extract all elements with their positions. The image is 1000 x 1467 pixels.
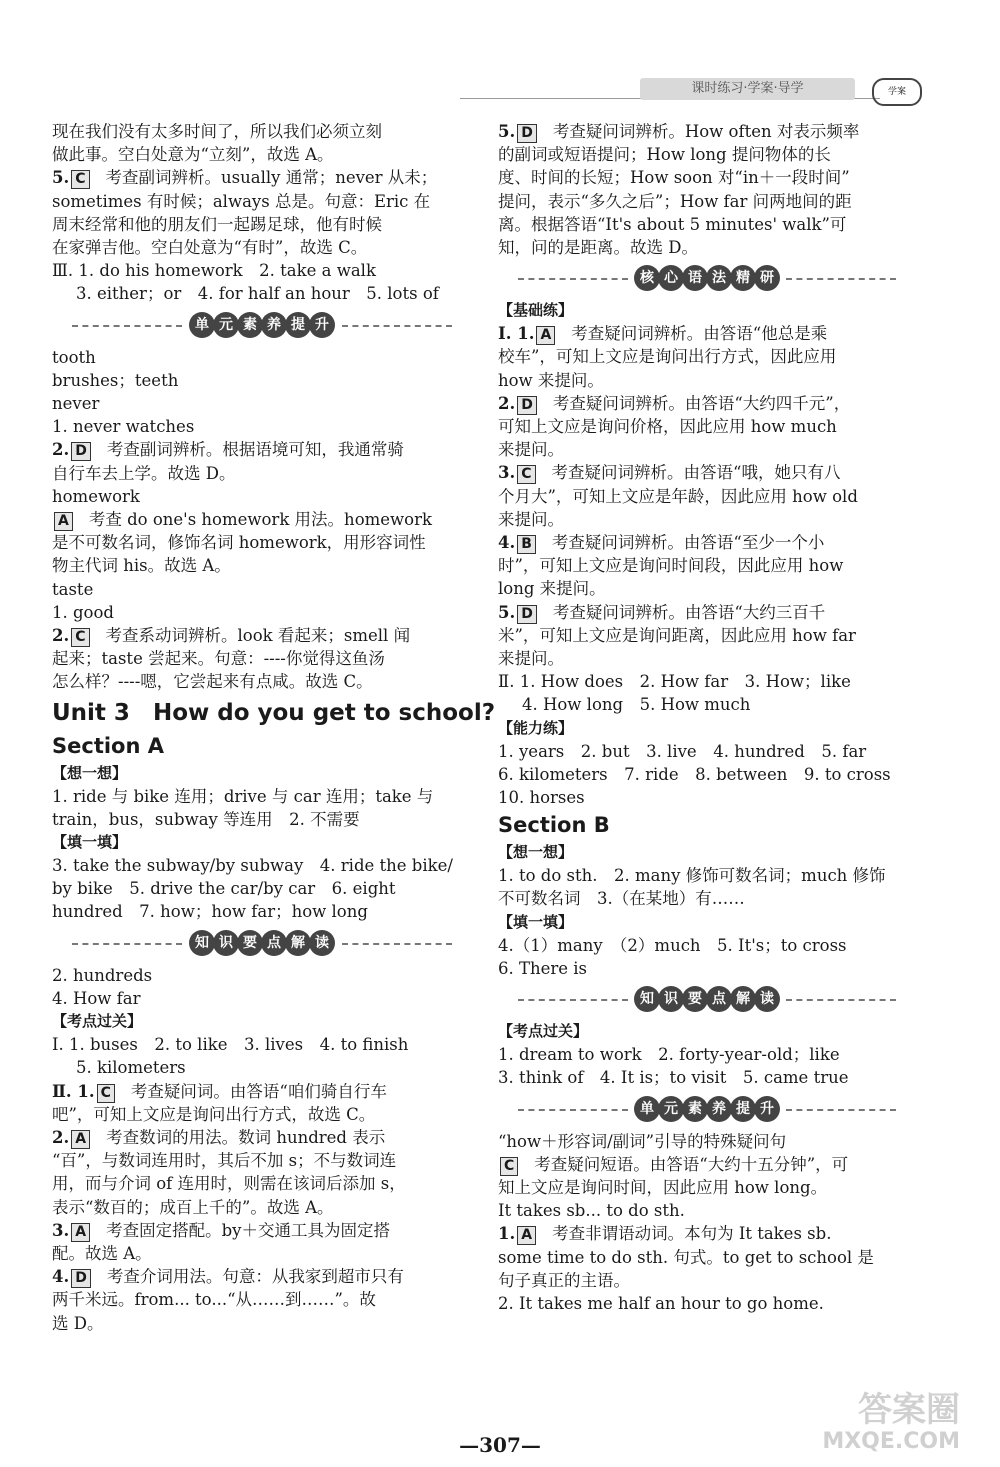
banner-char: 升 xyxy=(754,1096,780,1122)
text-line: 5. kilometers xyxy=(76,1058,186,1078)
text-line: 1. to do sth. 2. many 修饰可数名词；much 修饰 xyxy=(498,866,886,886)
answer-line xyxy=(52,1080,472,1103)
banner-char: 元 xyxy=(658,1096,684,1122)
answer-line xyxy=(498,120,916,143)
answer-line xyxy=(498,322,916,345)
text-line: sometimes 有时候；always 总是。句意：Eric 在 xyxy=(52,191,431,211)
banner-char: 提 xyxy=(730,1096,756,1122)
text-line: 1. ride 与 bike 连用；drive 与 car 连用；take 与 xyxy=(52,786,434,806)
text-line: It takes sb... to do sth. xyxy=(498,1201,685,1221)
answer-line xyxy=(52,1219,472,1242)
subsection-label: 【想一想】 xyxy=(52,763,128,782)
answer-choice-box: D xyxy=(517,605,537,624)
text-line: 3. think of 4. It is；to visit 5. came true xyxy=(498,1068,849,1088)
question-number: 1. xyxy=(498,1224,516,1244)
text-line: 可知上文应是询问价格，因此应用 how much xyxy=(498,417,837,437)
subsection-label: 【考点过关】 xyxy=(52,1012,143,1031)
question-number: 3. xyxy=(498,463,516,483)
text-line: 两千米远。from... to...“从……到……”。故 xyxy=(52,1290,376,1310)
page-header xyxy=(460,78,940,104)
text-line: 来提问。 xyxy=(498,440,564,460)
text-line: Ⅱ. 1. How does 2. How far 3. How；like xyxy=(498,672,851,692)
text-line: how 来提问。 xyxy=(498,370,604,390)
text-line: 1. never watches xyxy=(52,417,195,437)
left-column xyxy=(52,120,496,1335)
section-banner xyxy=(498,1090,916,1130)
banner-char: 识 xyxy=(213,930,239,956)
text-line: 来提问。 xyxy=(498,509,564,529)
banner-char: 精 xyxy=(730,265,756,291)
banner-dash-left xyxy=(518,999,628,1001)
banner-title xyxy=(635,1096,779,1122)
text-line: “how＋形容词/副词”引导的特殊疑问句 xyxy=(498,1131,787,1151)
text-line: “百”，与数词连用时，其后不加 s；不与数词连 xyxy=(52,1151,397,1171)
banner-char: 素 xyxy=(682,1096,708,1122)
explanation-text: 考查副词辨析。根据语境可知，我通常骑 xyxy=(106,440,404,460)
banner-char: 法 xyxy=(706,265,732,291)
answer-line xyxy=(52,624,472,647)
banner-char: 元 xyxy=(213,312,239,338)
answer-choice-box: D xyxy=(517,396,537,415)
answer-line xyxy=(498,461,916,484)
text-line: 6. kilometers 7. ride 8. between 9. to cross xyxy=(498,764,891,784)
answer-line xyxy=(498,1153,916,1176)
banner-char: 核 xyxy=(634,265,660,291)
banner-char: 识 xyxy=(658,986,684,1012)
answer-choice-box: C xyxy=(97,1084,115,1103)
question-number: 2. xyxy=(498,393,516,413)
banner-char: 语 xyxy=(682,265,708,291)
banner-char: 素 xyxy=(237,312,263,338)
explanation-text: 考查副词辨析。usually 通常；never 从未； xyxy=(105,168,438,188)
banner-dash-right xyxy=(342,325,452,327)
answer-choice-box: D xyxy=(71,1269,91,1288)
text-line: 6. There is xyxy=(498,958,588,978)
explanation-text: 考查疑问词辨析。由答语“哦，她只有八 xyxy=(551,463,841,483)
answer-line xyxy=(52,166,472,189)
explanation-text: 考查 do one's homework 用法。homework xyxy=(88,510,432,530)
text-line: never xyxy=(52,394,100,414)
banner-title xyxy=(190,930,334,956)
answer-line xyxy=(498,531,916,554)
answer-line xyxy=(498,1222,916,1245)
answer-line xyxy=(52,438,472,461)
explanation-text: 考查数词的用法。数词 hundred 表示 xyxy=(106,1127,386,1147)
subsection-label: 【填一填】 xyxy=(498,912,574,931)
question-number: 3. xyxy=(52,1220,70,1240)
text-line: 不可数名词 3.（在某地）有…… xyxy=(498,889,745,909)
text-line: 4.（1）many （2）much 5. It's；to cross xyxy=(498,935,847,955)
right-column xyxy=(498,120,916,1315)
text-line: 配。故选 A。 xyxy=(52,1243,152,1263)
watermark xyxy=(810,1390,960,1454)
explanation-text: 考查疑问词辨析。How often 对表示频率 xyxy=(552,122,860,141)
banner-title xyxy=(635,986,779,1012)
answer-choice-box: D xyxy=(517,124,537,143)
section-banner xyxy=(52,924,472,964)
answer-choice-box: C xyxy=(71,628,89,647)
answer-line xyxy=(52,1265,472,1288)
explanation-text: 考查固定搭配。by＋交通工具为固定搭 xyxy=(106,1220,390,1240)
answer-choice-box: C xyxy=(71,170,89,189)
text-line: 吧”，可知上文应是询问出行方式，故选 C。 xyxy=(52,1104,376,1124)
banner-dash-left xyxy=(72,325,182,327)
banner-char: 升 xyxy=(309,312,335,338)
watermark-logo-text: 答案圈 xyxy=(858,1390,960,1430)
text-line: 度、时间的长短；How soon 对“in＋一段时间” xyxy=(498,168,850,188)
text-line: brushes；teeth xyxy=(52,370,179,390)
banner-char: 知 xyxy=(634,986,660,1012)
text-line: Ⅲ. 1. do his homework 2. take a walk xyxy=(52,261,376,281)
banner-dash-left xyxy=(518,278,628,280)
explanation-text: 考查疑问词辨析。由答语“大约三百千 xyxy=(552,602,826,622)
text-line: tooth xyxy=(52,347,96,367)
question-number: Ⅰ. 1. xyxy=(498,324,535,344)
banner-dash-right xyxy=(786,278,896,280)
banner-char: 心 xyxy=(658,265,684,291)
text-line: 提问，表示“多久之后”；How far 问两地间的距 xyxy=(498,191,852,211)
text-line: 2. hundreds xyxy=(52,965,153,985)
text-line: 在家弹吉他。空白处意为“有时”，故选 C。 xyxy=(52,238,368,258)
banner-char: 养 xyxy=(706,1096,732,1122)
text-line: 是不可数名词，修饰名词 homework，用形容词性 xyxy=(52,533,426,553)
text-line: 现在我们没有太多时间了，所以我们必须立刻 xyxy=(52,122,382,141)
answer-choice-box: A xyxy=(54,512,73,531)
explanation-text: 考查系动词辨析。look 看起来；smell 闻 xyxy=(105,626,411,646)
answer-choice-box: B xyxy=(517,535,536,554)
banner-char: 解 xyxy=(730,986,756,1012)
question-number: 2. xyxy=(52,440,70,460)
text-line: 米”，可知上文应是询问距离，因此应用 how far xyxy=(498,625,856,645)
banner-title xyxy=(190,312,334,338)
watermark-url: MXQE.COM xyxy=(822,1429,960,1454)
text-line: 离。根据答语“It's about 5 minutes' walk”可 xyxy=(498,214,847,234)
subsection-label: 【想一想】 xyxy=(498,843,574,862)
explanation-text: 考查疑问词辨析。由答语“他总是乘 xyxy=(571,324,828,344)
text-line: 1. dream to work 2. forty-year-old；like xyxy=(498,1045,840,1065)
text-line: 校车”，可知上文应是询问出行方式，因此应用 xyxy=(498,347,837,367)
question-number: 5. xyxy=(52,168,70,188)
question-number: 4. xyxy=(52,1267,70,1287)
text-line: 的副词或短语提问；How long 提问物体的长 xyxy=(498,145,831,165)
banner-char: 要 xyxy=(237,930,263,956)
text-line: 时”，可知上文应是询问时间段，因此应用 how xyxy=(498,556,844,576)
answer-choice-box: C xyxy=(500,1157,518,1176)
answer-choice-box: A xyxy=(517,1226,536,1245)
text-line: train，bus，subway 等连用 2. 不需要 xyxy=(52,809,360,829)
explanation-text: 考查疑问词辨析。由答语“至少一个小 xyxy=(551,533,825,553)
answer-line xyxy=(52,1126,472,1149)
banner-char: 解 xyxy=(285,930,311,956)
unit-heading: Unit 3 How do you get to school? xyxy=(52,699,496,726)
text-line: 周末经常和他的朋友们一起踢足球，他有时候 xyxy=(52,214,382,234)
question-number: 5. xyxy=(498,122,516,141)
answer-choice-box: A xyxy=(536,326,555,345)
banner-char: 研 xyxy=(754,265,780,291)
section-heading: Section B xyxy=(498,813,610,838)
text-line: Ⅰ. 1. buses 2. to like 3. lives 4. to finish xyxy=(52,1035,409,1055)
explanation-text: 考查非谓语动词。本句为 It takes sb. xyxy=(552,1224,832,1244)
text-line: taste xyxy=(52,579,94,599)
text-line: 表示“数百的；成百上千的”。故选 A。 xyxy=(52,1197,334,1217)
banner-title xyxy=(635,265,779,291)
banner-dash-left xyxy=(72,943,182,945)
explanation-text: 考查疑问词辨析。由答语“大约四千元”， xyxy=(552,393,851,413)
explanation-text: 考查介词用法。句意：从我家到超市只有 xyxy=(106,1267,404,1287)
banner-char: 养 xyxy=(261,312,287,338)
section-banner xyxy=(498,980,916,1020)
text-line: some time to do sth. 句式。to get to school 是 xyxy=(498,1247,874,1267)
banner-char: 要 xyxy=(682,986,708,1012)
text-line: 物主代词 his。故选 A。 xyxy=(52,556,231,576)
answer-line xyxy=(498,601,916,624)
question-number: Ⅱ. 1. xyxy=(52,1081,95,1101)
subsection-label: 【填一填】 xyxy=(52,833,128,852)
text-line: hundred 7. how；how far；how long xyxy=(52,902,368,922)
text-line: 知，问的是距离。故选 D。 xyxy=(498,238,698,258)
banner-char: 点 xyxy=(706,986,732,1012)
text-line: 选 D。 xyxy=(52,1313,104,1333)
question-number: 4. xyxy=(498,533,516,553)
subsection-label: 【能力练】 xyxy=(498,718,574,737)
header-logo: 学案 xyxy=(872,78,922,106)
text-line: 4. How long 5. How much xyxy=(522,695,751,715)
answer-line xyxy=(498,392,916,415)
subsection-label: 【考点过关】 xyxy=(498,1022,589,1041)
text-line: 2. It takes me half an hour to go home. xyxy=(498,1293,824,1313)
subsection-label: 【基础练】 xyxy=(498,301,574,320)
text-line: long 来提问。 xyxy=(498,579,606,599)
banner-char: 单 xyxy=(634,1096,660,1122)
text-line: 做此事。空白处意为“立刻”，故选 A。 xyxy=(52,145,334,165)
text-line: 句子真正的主语。 xyxy=(498,1270,630,1290)
banner-char: 提 xyxy=(285,312,311,338)
answer-choice-box: A xyxy=(71,1130,90,1149)
text-line: homework xyxy=(52,486,140,506)
banner-dash-right xyxy=(786,999,896,1001)
banner-dash-right xyxy=(342,943,452,945)
text-line: 自行车去上学。故选 D。 xyxy=(52,463,236,483)
header-title: 课时练习·学案·导学 xyxy=(640,78,855,100)
answer-choice-box: D xyxy=(71,442,91,461)
banner-dash-left xyxy=(518,1109,628,1111)
text-line: 3. either；or 4. for half an hour 5. lots of xyxy=(76,284,439,304)
text-line: 知上文应是询问时间，因此应用 how long。 xyxy=(498,1177,828,1197)
text-line: 3. take the subway/by subway 4. ride the bike/ xyxy=(52,856,453,876)
answer-choice-box: C xyxy=(517,465,535,484)
text-line: 10. horses xyxy=(498,788,585,808)
banner-char: 读 xyxy=(309,930,335,956)
explanation-text: 考查疑问短语。由答语“大约十五分钟”，可 xyxy=(534,1154,849,1174)
question-number: 5. xyxy=(498,602,516,622)
text-line: 个月大”，可知上文应是年龄，因此应用 how old xyxy=(498,486,858,506)
banner-char: 单 xyxy=(189,312,215,338)
banner-dash-right xyxy=(786,1109,896,1111)
banner-char: 读 xyxy=(754,986,780,1012)
section-heading: Section A xyxy=(52,733,164,758)
question-number: 2. xyxy=(52,1127,70,1147)
text-line: 1. years 2. but 3. live 4. hundred 5. far xyxy=(498,741,867,761)
text-line: by bike 5. drive the car/by car 6. eight xyxy=(52,879,396,899)
section-banner xyxy=(52,306,472,346)
text-line: 4. How far xyxy=(52,988,141,1008)
text-line: 起来；taste 尝起来。句意：----你觉得这鱼汤 xyxy=(52,649,385,669)
banner-char: 点 xyxy=(261,930,287,956)
explanation-text: 考查疑问词。由答语“咱们骑自行车 xyxy=(130,1081,387,1101)
text-line: 怎么样？----嗯，它尝起来有点咸。故选 C。 xyxy=(52,672,373,692)
answer-line xyxy=(52,508,472,531)
text-line: 用，而与介词 of 连用时，则需在该词后添加 s， xyxy=(52,1174,406,1194)
banner-char: 知 xyxy=(189,930,215,956)
text-line: 来提问。 xyxy=(498,649,564,669)
answer-choice-box: A xyxy=(71,1223,90,1242)
question-number: 2. xyxy=(52,626,70,646)
page-number: —307— xyxy=(459,1433,541,1457)
text-line: 1. good xyxy=(52,602,114,622)
section-banner xyxy=(498,259,916,299)
